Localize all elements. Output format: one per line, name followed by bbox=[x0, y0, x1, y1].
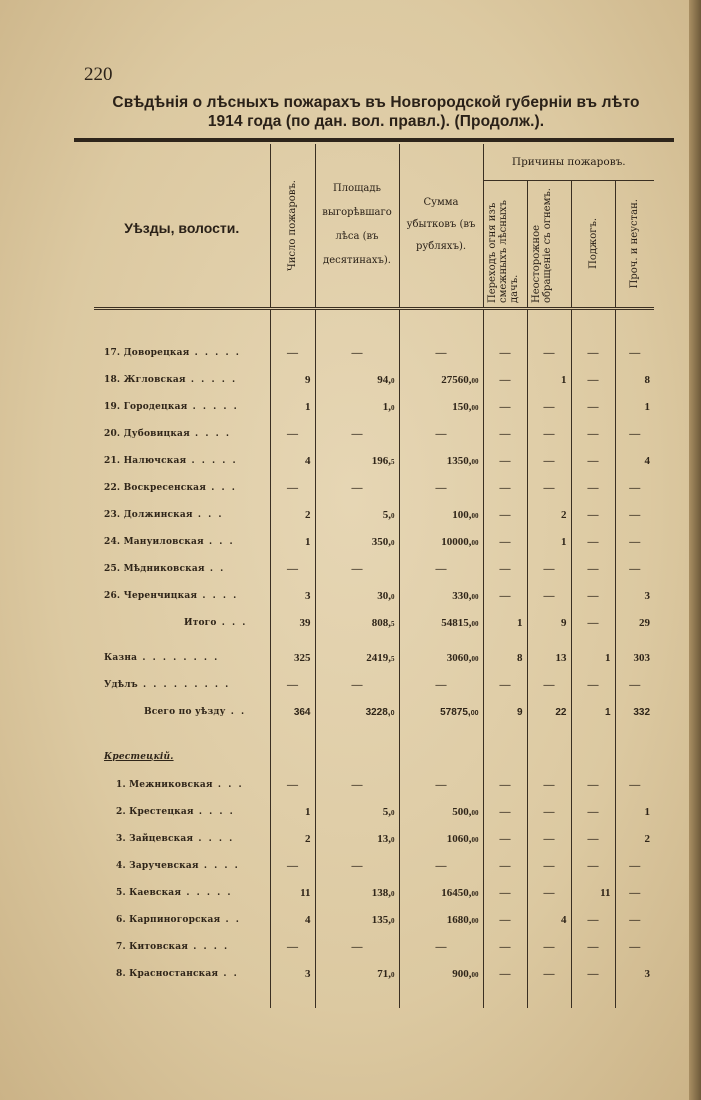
cell-count: 39 bbox=[270, 610, 315, 637]
cell-cause-arson: — bbox=[571, 340, 615, 367]
cell-cause-arson: — bbox=[571, 556, 615, 583]
row-name-text: 5. Каевская bbox=[116, 888, 182, 898]
cell-loss: 57875,00 bbox=[399, 699, 483, 726]
leader-dots: . . . bbox=[203, 537, 235, 547]
cell-cause-careless: — bbox=[527, 853, 571, 880]
cell-loss: — bbox=[399, 475, 483, 502]
row-name bbox=[94, 583, 270, 610]
cell-area: 196,5 bbox=[315, 448, 399, 475]
cell-area: 71,0 bbox=[315, 961, 399, 988]
row-name-text: 22. Воскресенская bbox=[104, 483, 207, 493]
leader-dots: . . bbox=[225, 707, 247, 717]
cell-area: 350,0 bbox=[315, 529, 399, 556]
cell-cause-arson: — bbox=[571, 907, 615, 934]
row-name bbox=[94, 907, 270, 934]
cell-count: — bbox=[270, 475, 315, 502]
row-name-text: 18. Жгловская bbox=[104, 375, 186, 385]
cell-cause-arson: — bbox=[571, 583, 615, 610]
cell-area: — bbox=[315, 853, 399, 880]
row-name-text: Удѣлъ bbox=[104, 680, 138, 690]
table-row bbox=[94, 448, 654, 475]
cell-cause-careless: — bbox=[527, 583, 571, 610]
cell-cause-careless: — bbox=[527, 556, 571, 583]
leader-dots: . . . bbox=[216, 618, 248, 628]
cell-cause-transfer: — bbox=[483, 772, 527, 799]
header-loss: Сумма убытковъ (въ рубляхъ). bbox=[399, 144, 483, 308]
cell-count: — bbox=[270, 772, 315, 799]
table-row bbox=[94, 394, 654, 421]
row-name bbox=[94, 880, 270, 907]
row-name-text: Казна bbox=[104, 653, 138, 663]
row-name-text: 23. Должинская bbox=[104, 510, 193, 520]
cell-cause-arson: — bbox=[571, 826, 615, 853]
row-name-text: Всего по уѣзду bbox=[144, 707, 226, 717]
cell-cause-careless: — bbox=[527, 672, 571, 699]
cell-area: — bbox=[315, 672, 399, 699]
cell-cause-transfer: — bbox=[483, 475, 527, 502]
cell-cause-arson: — bbox=[571, 367, 615, 394]
total-row bbox=[94, 699, 654, 726]
cell-count: 3 bbox=[270, 961, 315, 988]
leader-dots: . . . . . . . . bbox=[137, 653, 220, 663]
cell-area: 5,0 bbox=[315, 502, 399, 529]
cell-count: — bbox=[270, 556, 315, 583]
cell-count: 1 bbox=[270, 529, 315, 556]
cell-cause-transfer: — bbox=[483, 853, 527, 880]
cell-area: 2419,5 bbox=[315, 645, 399, 672]
row-name-text: 19. Городецкая bbox=[104, 402, 188, 412]
cell-cause-transfer: — bbox=[483, 502, 527, 529]
cell-cause-arson: — bbox=[571, 421, 615, 448]
leader-dots: . . . . bbox=[189, 429, 231, 439]
cell-loss: 330,00 bbox=[399, 583, 483, 610]
cell-area: — bbox=[315, 934, 399, 961]
section-title: Крестецкій. bbox=[94, 742, 270, 772]
cell-area: 5,0 bbox=[315, 799, 399, 826]
cell-count: 3 bbox=[270, 583, 315, 610]
title-line-2: 1914 года (по дан. вол. правл.). (Продолж.). bbox=[207, 113, 545, 130]
leader-dots: . . . bbox=[206, 483, 237, 493]
cell-loss: 500,00 bbox=[399, 799, 483, 826]
cell-cause-other: 332 bbox=[615, 699, 654, 726]
cell-count: 1 bbox=[270, 394, 315, 421]
cell-cause-transfer: — bbox=[483, 961, 527, 988]
cell-cause-transfer: — bbox=[483, 826, 527, 853]
cell-cause-other: — bbox=[615, 672, 654, 699]
table-row bbox=[94, 502, 654, 529]
cell-cause-other: 2 bbox=[615, 826, 654, 853]
row-name bbox=[94, 961, 270, 988]
table-row bbox=[94, 529, 654, 556]
leader-dots: . . . . bbox=[193, 807, 235, 817]
cell-count: — bbox=[270, 853, 315, 880]
row-name-text: 26. Черенчицкая bbox=[104, 591, 198, 601]
cell-cause-transfer: 8 bbox=[483, 645, 527, 672]
cell-cause-arson: — bbox=[571, 610, 615, 637]
table-row bbox=[94, 475, 654, 502]
page-edge bbox=[689, 0, 701, 1100]
header-uezdy: Уѣзды, волости. bbox=[94, 144, 270, 308]
row-name-text: 7. Китовская bbox=[116, 942, 189, 952]
cell-cause-arson: 1 bbox=[571, 645, 615, 672]
table-row bbox=[94, 421, 654, 448]
cell-count: 364 bbox=[270, 699, 315, 726]
row-name bbox=[94, 394, 270, 421]
cell-cause-careless: 4 bbox=[527, 907, 571, 934]
row-name-text: 3. Зайцевская bbox=[116, 834, 194, 844]
header-cause-other: Проч. и неустан. bbox=[615, 180, 654, 308]
row-name bbox=[94, 421, 270, 448]
cell-cause-careless: — bbox=[527, 772, 571, 799]
cell-cause-other: — bbox=[615, 502, 654, 529]
cell-cause-careless: — bbox=[527, 448, 571, 475]
header-area: Площадь выгорѣвшаго лѣса (въ десятинахъ). bbox=[315, 144, 399, 308]
cell-area: — bbox=[315, 556, 399, 583]
page-number: 220 bbox=[84, 64, 113, 85]
cell-count: — bbox=[270, 672, 315, 699]
row-name bbox=[94, 556, 270, 583]
cell-loss: 54815,00 bbox=[399, 610, 483, 637]
cell-cause-arson: — bbox=[571, 853, 615, 880]
row-name bbox=[94, 475, 270, 502]
cell-area: 1,0 bbox=[315, 394, 399, 421]
cell-cause-arson: — bbox=[571, 448, 615, 475]
cell-cause-arson: — bbox=[571, 934, 615, 961]
cell-area: 808,5 bbox=[315, 610, 399, 637]
cell-count: — bbox=[270, 934, 315, 961]
row-name-text: 24. Мануиловская bbox=[104, 537, 204, 547]
cell-loss: 900,00 bbox=[399, 961, 483, 988]
row-name bbox=[94, 826, 270, 853]
cell-cause-careless: — bbox=[527, 934, 571, 961]
cell-area: — bbox=[315, 421, 399, 448]
cell-area: 30,0 bbox=[315, 583, 399, 610]
cell-loss: 1060,00 bbox=[399, 826, 483, 853]
cell-area: — bbox=[315, 340, 399, 367]
cell-loss: — bbox=[399, 853, 483, 880]
cell-cause-transfer: — bbox=[483, 556, 527, 583]
spacer-row bbox=[94, 308, 654, 340]
cell-area: — bbox=[315, 772, 399, 799]
table-row bbox=[94, 799, 654, 826]
table-row bbox=[94, 772, 654, 799]
cell-cause-other: — bbox=[615, 853, 654, 880]
header-cause-arson: Поджогъ. bbox=[571, 180, 615, 308]
row-name-text: 25. Мѣдниковская bbox=[104, 564, 205, 574]
header-causes: Причины пожаровъ. bbox=[483, 144, 654, 180]
cell-cause-careless: — bbox=[527, 394, 571, 421]
cell-count: 325 bbox=[270, 645, 315, 672]
cell-loss: — bbox=[399, 421, 483, 448]
cell-area: 13,0 bbox=[315, 826, 399, 853]
cell-loss: 1680,00 bbox=[399, 907, 483, 934]
leader-dots: . . . bbox=[192, 510, 224, 520]
cell-cause-arson: — bbox=[571, 961, 615, 988]
cell-loss: 150,00 bbox=[399, 394, 483, 421]
cell-count: 4 bbox=[270, 448, 315, 475]
kazna-row bbox=[94, 645, 654, 672]
cell-loss: — bbox=[399, 556, 483, 583]
leader-dots: . . . . . . . . . bbox=[137, 680, 231, 690]
leader-dots: . . . . . bbox=[181, 888, 233, 898]
fires-table-wrap bbox=[94, 144, 654, 1030]
cell-cause-other: 303 bbox=[615, 645, 654, 672]
cell-cause-transfer: — bbox=[483, 367, 527, 394]
table-body bbox=[94, 308, 654, 1008]
cell-cause-transfer: — bbox=[483, 880, 527, 907]
table-row bbox=[94, 367, 654, 394]
cell-cause-arson: — bbox=[571, 672, 615, 699]
row-name bbox=[94, 699, 270, 726]
cell-cause-transfer: — bbox=[483, 934, 527, 961]
cell-cause-careless: 1 bbox=[527, 529, 571, 556]
cell-loss: — bbox=[399, 772, 483, 799]
fires-table bbox=[94, 144, 654, 1008]
cell-cause-transfer: — bbox=[483, 529, 527, 556]
cell-area: 94,0 bbox=[315, 367, 399, 394]
row-name-text: 21. Налючская bbox=[104, 456, 187, 466]
row-name bbox=[94, 772, 270, 799]
cell-loss: 100,00 bbox=[399, 502, 483, 529]
cell-cause-other: 4 bbox=[615, 448, 654, 475]
cell-cause-transfer: — bbox=[483, 448, 527, 475]
cell-cause-other: 3 bbox=[615, 583, 654, 610]
cell-cause-other: — bbox=[615, 529, 654, 556]
cell-cause-transfer: — bbox=[483, 340, 527, 367]
leader-dots: . . . . bbox=[193, 834, 235, 844]
cell-loss: 27560,00 bbox=[399, 367, 483, 394]
cell-loss: — bbox=[399, 340, 483, 367]
row-name-text: 6. Карпиногорская bbox=[116, 915, 221, 925]
cell-count: — bbox=[270, 340, 315, 367]
subtotal-row bbox=[94, 610, 654, 637]
row-name bbox=[94, 340, 270, 367]
cell-cause-other: 1 bbox=[615, 394, 654, 421]
cell-count: — bbox=[270, 421, 315, 448]
cell-cause-careless: — bbox=[527, 340, 571, 367]
cell-count: 2 bbox=[270, 502, 315, 529]
cell-cause-other: 3 bbox=[615, 961, 654, 988]
cell-area: 138,0 bbox=[315, 880, 399, 907]
leader-dots: . . bbox=[204, 564, 226, 574]
leader-dots: . . . . . bbox=[185, 375, 238, 385]
cell-count: 11 bbox=[270, 880, 315, 907]
cell-cause-careless: — bbox=[527, 880, 571, 907]
cell-cause-other: 29 bbox=[615, 610, 654, 637]
cell-cause-careless: — bbox=[527, 826, 571, 853]
cell-cause-transfer: 1 bbox=[483, 610, 527, 637]
table-row bbox=[94, 907, 654, 934]
row-name bbox=[94, 448, 270, 475]
cell-cause-other: — bbox=[615, 934, 654, 961]
row-name-text: 2. Крестецкая bbox=[116, 807, 194, 817]
row-name bbox=[94, 672, 270, 699]
cell-loss: — bbox=[399, 934, 483, 961]
cell-cause-transfer: — bbox=[483, 672, 527, 699]
row-name bbox=[94, 645, 270, 672]
leader-dots: . . bbox=[218, 969, 239, 979]
table-row bbox=[94, 340, 654, 367]
cell-cause-other: — bbox=[615, 772, 654, 799]
cell-area: 3228,0 bbox=[315, 699, 399, 726]
header-count: Число пожаровъ. bbox=[270, 144, 315, 308]
row-name-text: 8. Красностанская bbox=[116, 969, 219, 979]
row-name bbox=[94, 799, 270, 826]
table-row bbox=[94, 583, 654, 610]
leader-dots: . . . bbox=[212, 780, 244, 790]
row-name-text: 4. Заручевская bbox=[116, 861, 199, 871]
cell-cause-other: — bbox=[615, 421, 654, 448]
cell-loss: 10000,00 bbox=[399, 529, 483, 556]
cell-cause-careless: 2 bbox=[527, 502, 571, 529]
cell-area: — bbox=[315, 475, 399, 502]
table-row bbox=[94, 880, 654, 907]
leader-dots: . . . . bbox=[198, 861, 240, 871]
cell-cause-other: — bbox=[615, 475, 654, 502]
cell-count: 4 bbox=[270, 907, 315, 934]
title-line-1: Свѣдѣнія о лѣсныхъ пожарахъ въ Новгородской губерніи въ лѣто bbox=[112, 94, 640, 111]
cell-cause-careless: — bbox=[527, 961, 571, 988]
cell-loss: — bbox=[399, 672, 483, 699]
table-row bbox=[94, 556, 654, 583]
leader-dots: . . . . bbox=[197, 591, 239, 601]
cell-cause-arson: — bbox=[571, 799, 615, 826]
cell-cause-other: — bbox=[615, 340, 654, 367]
cell-count: 9 bbox=[270, 367, 315, 394]
leader-dots: . . . . . bbox=[189, 348, 241, 358]
cell-cause-transfer: — bbox=[483, 583, 527, 610]
cell-cause-other: — bbox=[615, 880, 654, 907]
leader-dots: . . . . . bbox=[186, 456, 238, 466]
cell-loss: 3060,00 bbox=[399, 645, 483, 672]
cell-cause-transfer: — bbox=[483, 421, 527, 448]
row-name bbox=[94, 853, 270, 880]
cell-count: 1 bbox=[270, 799, 315, 826]
cell-loss: 1350,00 bbox=[399, 448, 483, 475]
table-row bbox=[94, 961, 654, 988]
row-name-text: 1. Межниковская bbox=[116, 780, 213, 790]
row-name bbox=[94, 529, 270, 556]
row-name-text: 17. Доворецкая bbox=[104, 348, 190, 358]
leader-dots: . . . . bbox=[188, 942, 230, 952]
cell-cause-arson: 1 bbox=[571, 699, 615, 726]
row-name bbox=[94, 367, 270, 394]
table-row bbox=[94, 934, 654, 961]
row-name-text: 20. Дубовицкая bbox=[104, 429, 190, 439]
spacer-row bbox=[94, 637, 654, 645]
cell-cause-transfer: 9 bbox=[483, 699, 527, 726]
row-name-text: Итого bbox=[184, 618, 217, 628]
cell-cause-other: 8 bbox=[615, 367, 654, 394]
row-name bbox=[94, 610, 270, 637]
table-row bbox=[94, 853, 654, 880]
cell-cause-careless: 13 bbox=[527, 645, 571, 672]
cell-loss: 16450,00 bbox=[399, 880, 483, 907]
row-name bbox=[94, 934, 270, 961]
table-title bbox=[74, 93, 678, 131]
header-cause-transfer: Переходъ огня изъ смежныхъ лѣсныхъ дачъ. bbox=[483, 180, 527, 308]
title-rule bbox=[74, 138, 674, 142]
cell-cause-transfer: — bbox=[483, 799, 527, 826]
cell-area: 135,0 bbox=[315, 907, 399, 934]
cell-cause-arson: — bbox=[571, 394, 615, 421]
cell-cause-careless: 22 bbox=[527, 699, 571, 726]
spacer-row bbox=[94, 726, 654, 742]
cell-cause-arson: — bbox=[571, 529, 615, 556]
cell-cause-careless: 9 bbox=[527, 610, 571, 637]
udel-row bbox=[94, 672, 654, 699]
cell-cause-careless: — bbox=[527, 475, 571, 502]
table-row bbox=[94, 826, 654, 853]
row-name bbox=[94, 502, 270, 529]
cell-cause-other: 1 bbox=[615, 799, 654, 826]
section-row bbox=[94, 742, 654, 772]
cell-cause-careless: 1 bbox=[527, 367, 571, 394]
leader-dots: . . . . . bbox=[187, 402, 239, 412]
cell-cause-transfer: — bbox=[483, 907, 527, 934]
cell-cause-other: — bbox=[615, 907, 654, 934]
cell-cause-arson: — bbox=[571, 772, 615, 799]
header-cause-careless: Неосторожное обращеніе съ огнемъ. bbox=[527, 180, 571, 308]
cell-cause-other: — bbox=[615, 556, 654, 583]
cell-count: 2 bbox=[270, 826, 315, 853]
cell-cause-arson: — bbox=[571, 475, 615, 502]
cell-cause-arson: 11 bbox=[571, 880, 615, 907]
cell-cause-arson: — bbox=[571, 502, 615, 529]
cell-cause-careless: — bbox=[527, 421, 571, 448]
leader-dots: . . bbox=[220, 915, 241, 925]
spacer-row bbox=[94, 988, 654, 1008]
cell-cause-careless: — bbox=[527, 799, 571, 826]
cell-cause-transfer: — bbox=[483, 394, 527, 421]
